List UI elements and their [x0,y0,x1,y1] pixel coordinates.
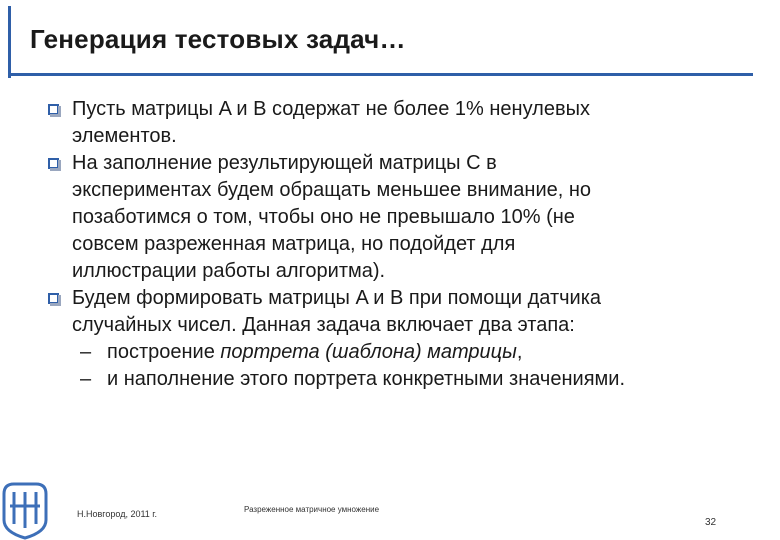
bullet-line: экспериментах будем обращать меньшее внимание, но [72,179,592,201]
bullet-line: Пусть матрицы A и B содержат не более 1% ненулевых [72,98,590,120]
bullet-line: случайных чисел. Данная задача включает два этапа: [72,314,575,336]
dash-marker: – [80,368,92,390]
footer-course-title: Разреженное матричное умножение [244,505,380,514]
bullet-item [20,150,760,285]
bullet-line: элементов. [72,125,177,147]
sub-bullet-suffix: , [516,341,523,363]
slide-content [20,96,760,393]
title-accent-vertical [8,6,11,78]
bullet-line: иллюстрации работы алгоритма). [72,260,386,282]
dash-marker: – [80,341,92,363]
page-number: 32 [705,517,717,528]
bullet-line: Будем формировать матрицы A и B при помощи датчика [72,287,602,309]
title-underline [8,73,753,76]
checkbox-bullet-icon [48,104,59,115]
bullet-line: На заполнение результирующей матрицы C в [72,152,497,174]
checkbox-bullet-icon [48,158,59,169]
sub-bullet-item [20,366,760,393]
bullet-line: совсем разреженная матрица, но подойдет для [72,233,516,255]
footer-city-year: Н.Новгород, 2011 г. [77,509,157,519]
sub-bullet-item [20,339,760,366]
university-logo-icon [0,476,50,540]
sub-bullet-text: и наполнение этого портрета конкретными значениями. [107,368,625,390]
slide-title: Генерация тестовых задач… [30,24,406,54]
checkbox-bullet-icon [48,293,59,304]
bullet-item [20,285,760,339]
bullet-item [20,96,760,150]
bullet-line: позаботимся о том, чтобы оно не превышало 10% (не [72,206,575,228]
sub-bullet-prefix: построение [107,341,221,363]
sub-bullet-italic: портрета (шаблона) матрицы [220,341,517,363]
